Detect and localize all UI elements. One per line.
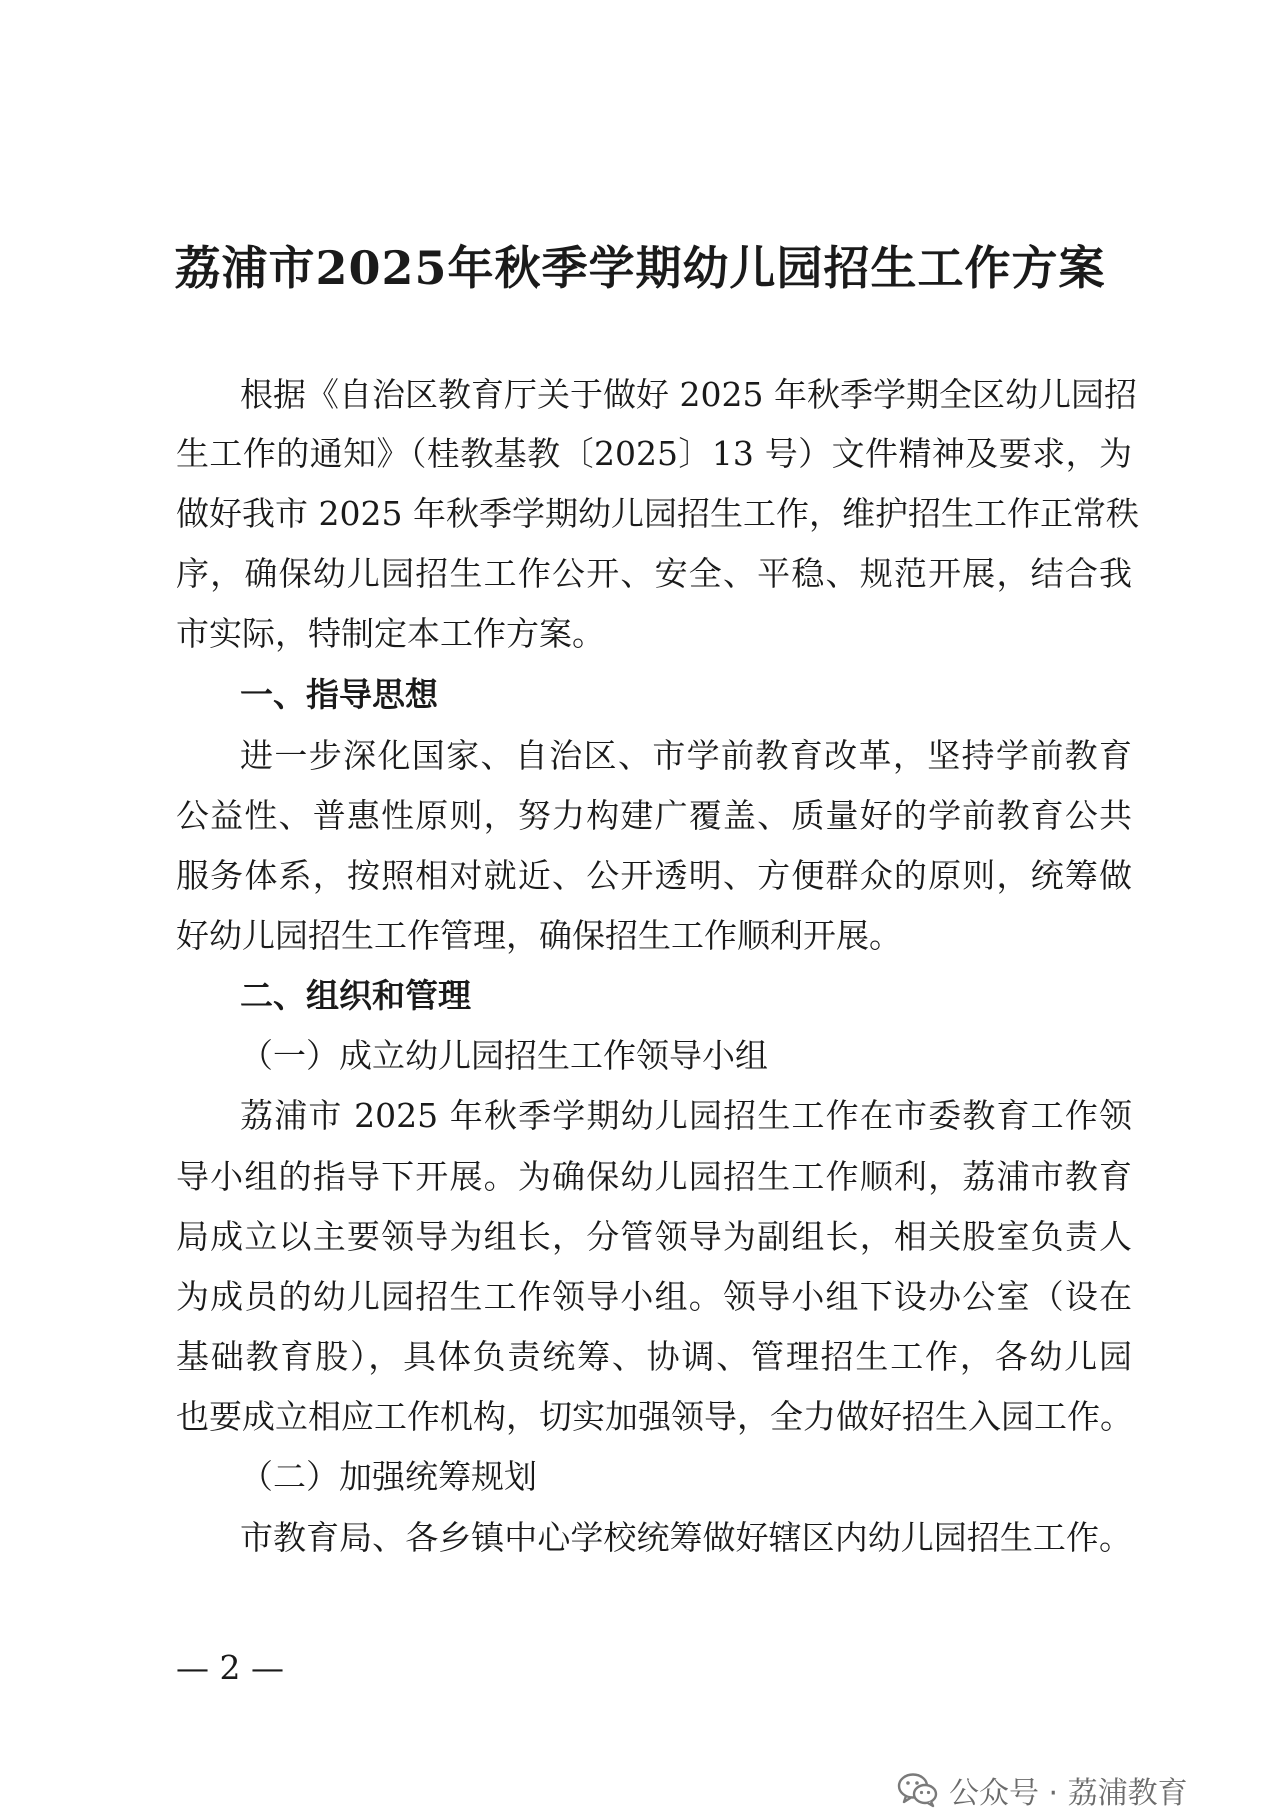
paragraph-line: 根据《自治区教育厅关于做好 2025 年秋季学期全区幼儿园招: [240, 375, 1137, 414]
paragraph-line: 导小组的指导下开展。为确保幼儿园招生工作顺利，荔浦市教育: [176, 1157, 1132, 1196]
section-heading: 二、组织和管理: [240, 976, 471, 1015]
paragraph-line: 也要成立相应工作机构，切实加强领导，全力做好招生入园工作。: [176, 1397, 1133, 1436]
subsection-heading: （一）成立幼儿园招生工作领导小组: [240, 1036, 768, 1075]
paragraph-line: 局成立以主要领导为组长，分管领导为副组长，相关股室负责人: [176, 1217, 1132, 1256]
paragraph-line: 为成员的幼儿园招生工作领导小组。领导小组下设办公室（设在: [176, 1277, 1132, 1316]
document-title: 荔浦市2025年秋季学期幼儿园招生工作方案: [174, 241, 1106, 295]
paragraph-line: 做好我市 2025 年秋季学期幼儿园招生工作，维护招生工作正常秩: [176, 494, 1139, 533]
paragraph-line: 服务体系，按照相对就近、公开透明、方便群众的原则，统筹做: [176, 856, 1132, 895]
paragraph-line: 市实际，特制定本工作方案。: [176, 614, 605, 653]
paragraph-line: 公益性、普惠性原则，努力构建广覆盖、质量好的学前教育公共: [176, 796, 1132, 835]
paragraph-line: 荔浦市 2025 年秋季学期幼儿园招生工作在市委教育工作领: [240, 1096, 1132, 1135]
paragraph-line: 进一步深化国家、自治区、市学前教育改革，坚持学前教育: [240, 736, 1132, 775]
subsection-heading: （二）加强统筹规划: [240, 1457, 537, 1496]
section-heading: 一、指导思想: [240, 675, 438, 714]
paragraph-line: 生工作的通知》（桂教基教〔2025〕13 号）文件精神及要求，为: [176, 434, 1132, 473]
paragraph-line: 序，确保幼儿园招生工作公开、安全、平稳、规范开展，结合我: [176, 554, 1132, 593]
paragraph-line: 好幼儿园招生工作管理，确保招生工作顺利开展。: [176, 916, 902, 955]
paragraph-line: 市教育局、各乡镇中心学校统筹做好辖区内幼儿园招生工作。: [240, 1518, 1132, 1557]
page-number: — 2 —: [176, 1648, 284, 1687]
watermark-text: 公众号 · 荔浦教育: [949, 1776, 1188, 1811]
paragraph-line: 基础教育股），具体负责统筹、协调、管理招生工作，各幼儿园: [176, 1337, 1132, 1376]
wechat-watermark: [897, 1768, 1188, 1812]
wechat-icon: [897, 1772, 939, 1808]
